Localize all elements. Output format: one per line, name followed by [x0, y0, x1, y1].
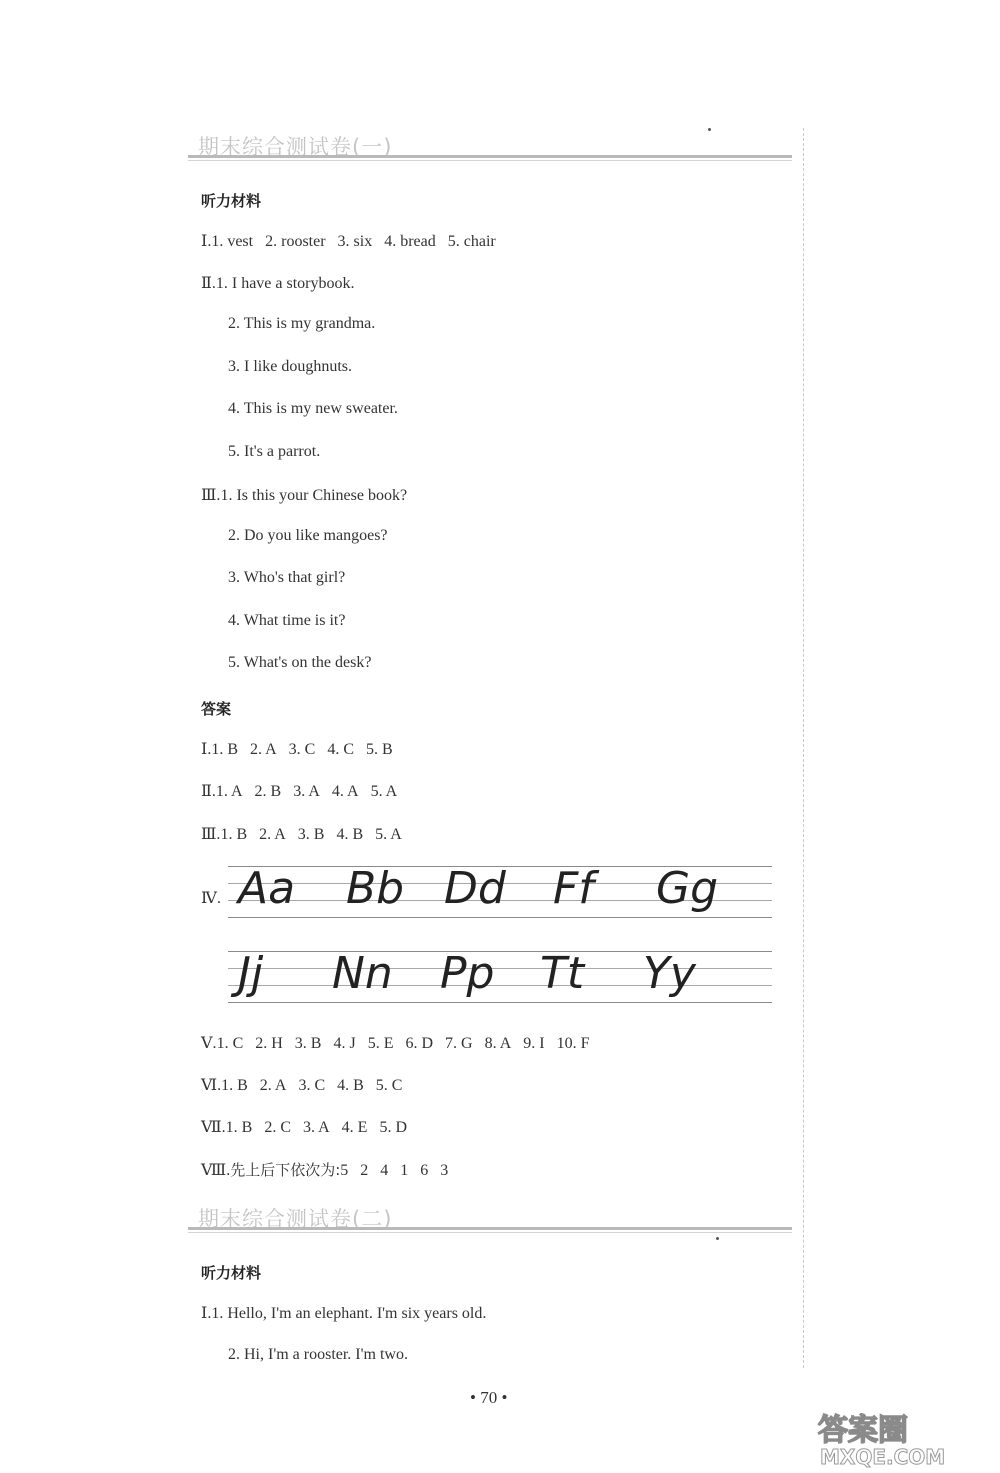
answer-row-1: Ⅰ.1. B 2. A 3. C 4. C 5. B — [201, 741, 393, 758]
answer-row-4-label: Ⅳ. — [201, 890, 221, 907]
handwriting-row-1 — [228, 855, 776, 935]
answer-row-3: Ⅲ.1. B 2. A 3. B 4. B 5. A — [201, 826, 402, 843]
listening-heading: 听力材料 — [201, 192, 262, 210]
handwriting-letters: Yy — [643, 948, 696, 999]
handwriting-letters: Pp — [440, 948, 495, 999]
listening-q1: Ⅰ.1. vest 2. rooster 3. six 4. bread 5. chair — [201, 233, 496, 250]
listening-q3-line: 2. Do you like mangoes? — [228, 527, 388, 544]
handwriting-letters: Ff — [553, 863, 594, 914]
listening-q3-line: Ⅲ.1. Is this your Chinese book? — [201, 487, 408, 504]
handwriting-letters: Tt — [540, 948, 585, 999]
svg-text:答案圈: 答案圈 — [818, 1413, 908, 1448]
answer-row-8: Ⅷ.先上后下依次为:5 2 4 1 6 3 — [201, 1161, 449, 1179]
svg-text:MXQE.COM: MXQE.COM — [820, 1445, 946, 1468]
answer-row-2: Ⅱ.1. A 2. B 3. A 4. A 5. A — [201, 783, 398, 800]
listening-q3-line: 3. Who's that girl? — [228, 569, 346, 586]
speck — [716, 1237, 719, 1240]
section-rule-thin — [188, 1232, 792, 1233]
speck — [708, 128, 711, 131]
watermark-logo — [812, 1408, 982, 1468]
handwriting-letters: Aa — [238, 863, 296, 914]
listening-q3-line: 5. What's on the desk? — [228, 654, 372, 671]
handwriting-letters: Nn — [332, 948, 393, 999]
handwriting-letters: Gg — [656, 863, 719, 914]
handwriting-letters: Jj — [238, 948, 264, 999]
page-number: • 70 • — [470, 1388, 508, 1407]
answer-row-7: Ⅶ.1. B 2. C 3. A 4. E 5. D — [201, 1119, 408, 1136]
listening-q3-line: 4. What time is it? — [228, 612, 346, 629]
handwriting-letters: Dd — [444, 863, 506, 914]
section-rule — [188, 155, 792, 158]
section-rule — [188, 1227, 792, 1230]
watermark — [812, 1408, 982, 1473]
listening-q2-line: 4. This is my new sweater. — [228, 400, 398, 417]
handwriting-row-2 — [228, 940, 776, 1020]
listening-heading: 听力材料 — [201, 1264, 262, 1282]
listening-q2-line: 5. It's a parrot. — [228, 443, 321, 460]
handwriting-letters: Bb — [346, 863, 405, 914]
answer-row-6: Ⅵ.1. B 2. A 3. C 4. B 5. C — [201, 1077, 403, 1094]
answers-heading: 答案 — [201, 700, 232, 718]
listening-q1-line: 2. Hi, I'm a rooster. I'm two. — [228, 1346, 408, 1363]
section-title: 期末综合测试卷(二) — [198, 1207, 393, 1231]
roman-numeral: Ⅰ. — [201, 233, 212, 250]
listening-q2-line: Ⅱ.1. I have a storybook. — [201, 275, 355, 292]
section-rule-thin — [188, 160, 792, 161]
listening-q2-line: 3. I like doughnuts. — [228, 358, 352, 375]
section-title: 期末综合测试卷(一) — [198, 135, 393, 159]
listening-q1-line: Ⅰ.1. Hello, I'm an elephant. I'm six years old. — [201, 1305, 487, 1322]
answer-row-5: Ⅴ.1. C 2. H 3. B 4. J 5. E 6. D 7. G 8. A 9. I 10. F — [201, 1035, 590, 1052]
listening-q2-line: 2. This is my grandma. — [228, 315, 376, 332]
margin-dashed-line — [803, 128, 804, 1368]
